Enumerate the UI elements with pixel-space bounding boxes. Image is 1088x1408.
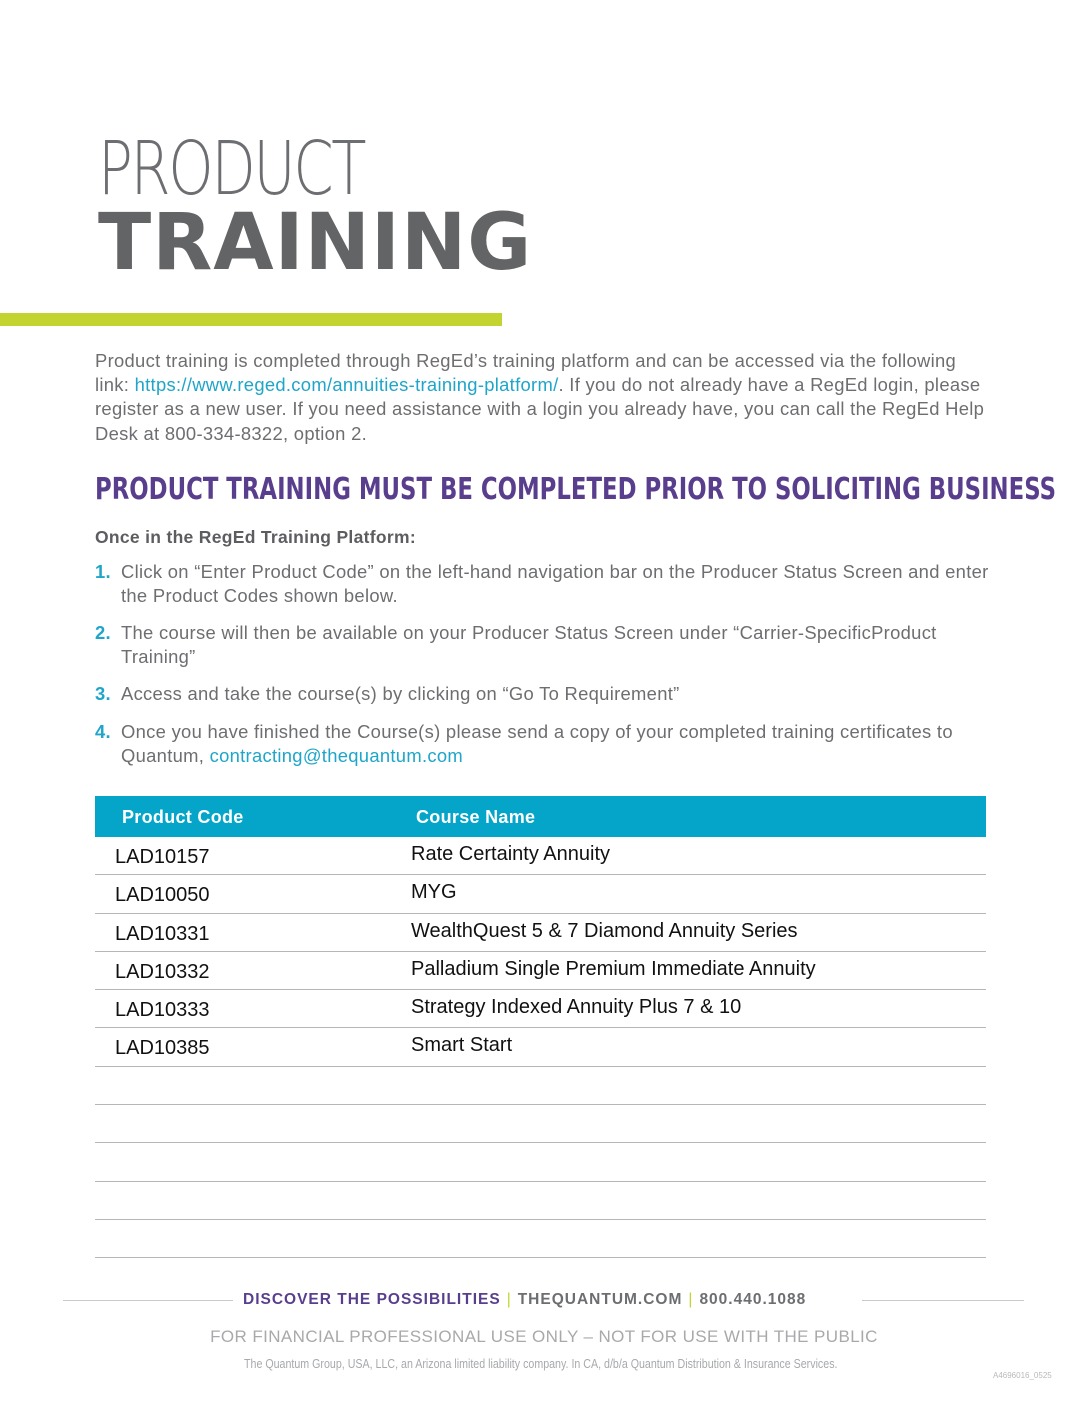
- intro-text-2: . If you do not already have a RegEd login, please register as a new user. If you need assistance with a login you already have, you can call the RegEd Help Desk at 800-334-8322, option 2.: [95, 374, 985, 444]
- product-code-cell: LAD10332: [115, 960, 210, 983]
- document-number: A4696016_0525: [993, 1371, 1052, 1380]
- tagline-separator: |: [688, 1291, 694, 1308]
- product-code-cell: LAD10385: [115, 1037, 210, 1060]
- step-text: Click on “Enter Product Code” on the left-hand navigation bar on the Producer Status Screen and enter the Product Codes shown below.: [121, 561, 989, 606]
- table-row: [95, 875, 986, 913]
- table-row-empty: [95, 1143, 986, 1181]
- footer-divider-left: [63, 1300, 233, 1301]
- step-number: 1.: [95, 561, 111, 582]
- table-body: [95, 837, 986, 1258]
- table-row-empty: [95, 1105, 986, 1143]
- step-text-body: Once you have finished the Course(s) please send a copy of your completed training certificates to Quantum,: [121, 721, 953, 766]
- course-name-cell: Rate Certainty Annuity: [411, 843, 610, 865]
- intro-text-1: Product training is completed through RegEd’s training platform and can be accessed via the following link:: [95, 350, 957, 396]
- course-name-cell: Strategy Indexed Annuity Plus 7 & 10: [411, 996, 742, 1019]
- step-item: [95, 560, 995, 608]
- product-code-cell: LAD10331: [115, 922, 210, 945]
- footer-divider-right: [862, 1300, 1024, 1301]
- steps-subheading: Once in the RegEd Training Platform:: [95, 527, 416, 547]
- product-code-cell: LAD10157: [115, 846, 210, 868]
- column-header-product-code: Product Code: [122, 807, 244, 827]
- course-name-cell: MYG: [411, 881, 457, 904]
- step-number: 3.: [95, 683, 111, 704]
- step-item: [95, 621, 995, 669]
- table-row: [95, 1028, 986, 1066]
- intro-paragraph: [95, 349, 995, 446]
- page-title-light: PRODUCT: [98, 126, 365, 212]
- tagline-text: DISCOVER THE POSSIBILITIES: [243, 1291, 501, 1308]
- footer-tagline: [243, 1291, 806, 1309]
- website-link[interactable]: THEQUANTUM.COM: [517, 1291, 683, 1308]
- product-code-cell: LAD10050: [115, 884, 210, 907]
- tagline-separator: |: [506, 1291, 512, 1308]
- table-row: [95, 914, 986, 952]
- table-row-empty: [95, 1067, 986, 1105]
- disclaimer-text: FOR FINANCIAL PROFESSIONAL USE ONLY – NOT FOR USE WITH THE PUBLIC: [210, 1327, 878, 1346]
- page-title-bold: TRAINING: [98, 198, 533, 288]
- steps-list: [95, 560, 995, 768]
- email-link[interactable]: contracting@thequantum.com: [209, 745, 463, 766]
- course-name-cell: Smart Start: [411, 1034, 513, 1057]
- step-item: [95, 720, 995, 768]
- table-row: [95, 990, 986, 1028]
- table-row: [95, 837, 986, 875]
- table-row: [95, 952, 986, 990]
- reged-link[interactable]: https://www.reged.com/annuities-training-platform/: [134, 374, 559, 396]
- step-number: 4.: [95, 721, 111, 742]
- course-name-cell: WealthQuest 5 & 7 Diamond Annuity Series: [411, 919, 798, 942]
- table-row-empty: [95, 1182, 986, 1220]
- product-code-cell: LAD10333: [115, 999, 210, 1022]
- phone-number: 800.440.1088: [699, 1291, 807, 1308]
- table-row-empty: [95, 1220, 986, 1258]
- accent-bar: [0, 313, 502, 326]
- legal-text: The Quantum Group, USA, LLC, an Arizona limited liability company. In CA, d/b/a Quantum Distribution & Insurance Services.: [244, 1356, 838, 1371]
- step-text: [121, 720, 995, 768]
- table-header: [95, 796, 986, 837]
- step-text: Access and take the course(s) by clicking on “Go To Requirement”: [121, 683, 680, 704]
- section-heading: PRODUCT TRAINING MUST BE COMPLETED PRIOR TO SOLICITING BUSINESS: [95, 472, 1057, 507]
- step-item: [95, 682, 995, 706]
- course-name-cell: Palladium Single Premium Immediate Annuity: [411, 957, 816, 980]
- step-number: 2.: [95, 622, 111, 643]
- column-header-course-name: Course Name: [416, 807, 536, 827]
- step-text: The course will then be available on your Producer Status Screen under “Carrier-SpecificProduct Training”: [121, 622, 937, 667]
